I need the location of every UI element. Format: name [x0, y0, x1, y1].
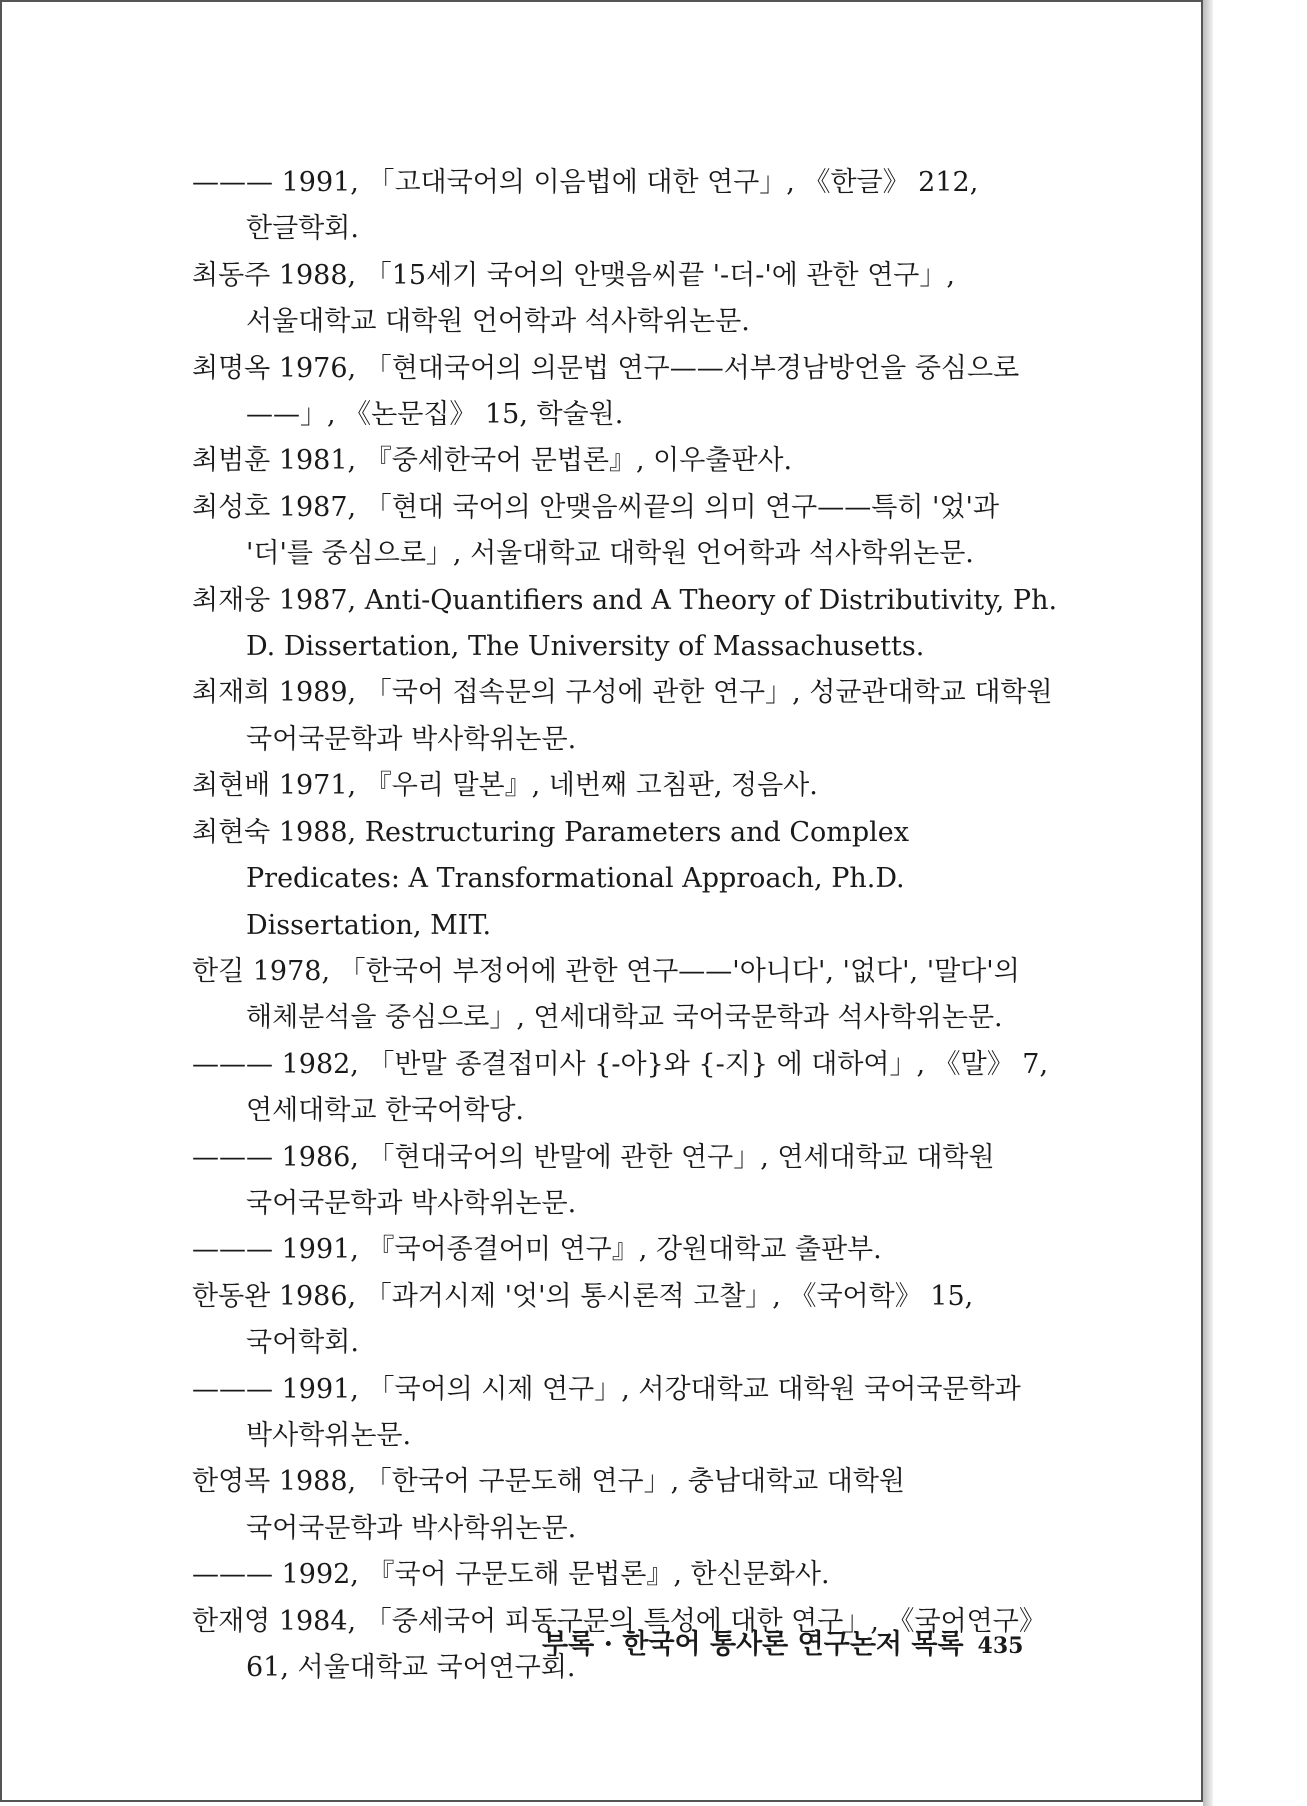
reference-entry: 최성호 1987, 「현대 국어의 안맺음씨끝의 의미 연구——특히 '었'과 '더'를 중심으로」, 서울대학교 대학원 언어학과 석사학위논문. [192, 491, 1000, 570]
reference-entry: 한동완 1986, 「과거시제 '엇'의 통시론적 고찰」, 《국어학》 15, 국어학회. [192, 1280, 974, 1359]
page-number: 435 [977, 1633, 1024, 1659]
reference-list [192, 160, 1062, 1691]
reference-entry: ——— 1992, 『국어 구문도해 문법론』, 한신문화사. [192, 1559, 830, 1591]
reference-entry: 최재희 1989, 「국어 접속문의 구성에 관한 연구」, 성균관대학교 대학원 국어국문학과 박사학위논문. [192, 677, 1053, 755]
reference-entry: 최현배 1971, 『우리 말본』, 네번째 고침판, 정음사. [192, 770, 818, 802]
reference-entry: 최현숙 1988, Restructuring Parameters and Complex Predicates: A Transformational Approach, Ph.D. Dissertation, MIT. [192, 816, 909, 941]
reference-entry: 한영목 1988, 「한국어 구문도해 연구」, 충남대학교 대학원 국어국문학과 박사학위논문. [192, 1466, 906, 1544]
reference-entry: 최재웅 1987, Anti-Quantifiers and A Theory of Distributivity, Ph. D. Dissertation, The University of Massachusetts. [192, 584, 1058, 663]
page-footer [542, 1622, 1062, 1669]
running-title: 부록 · 한국어 통사론 연구논저 목록 [542, 1629, 964, 1660]
reference-entry: 한길 1978, 「한국어 부정어에 관한 연구——'아니다', '없다', '말다'의 해체분석을 중심으로」, 연세대학교 국어국문학과 석사학위논문. [192, 955, 1020, 1034]
reference-entry: ——— 1991, 「국어의 시제 연구」, 서강대학교 대학원 국어국문학과 박사학위논문. [192, 1373, 1021, 1451]
reference-entry: ——— 1982, 「반말 종결접미사 {-아}와 {-지} 에 대하여」, 《말》 7, 연세대학교 한국어학당. [192, 1048, 1049, 1127]
reference-entry: 최범훈 1981, 『중세한국어 문법론』, 이우출판사. [192, 445, 793, 477]
page-edge-shadow [1203, 0, 1213, 1806]
reference-entry: ——— 1986, 「현대국어의 반말에 관한 연구」, 연세대학교 대학원 국어국문학과 박사학위논문. [192, 1141, 995, 1219]
reference-entry: 최명옥 1976, 「현대국어의 의문법 연구——서부경남방언을 중심으로——」, 《논문집》 15, 학술원. [192, 352, 1020, 431]
reference-entry: ——— 1991, 「고대국어의 이음법에 대한 연구」, 《한글》 212, 한글학회. [192, 167, 979, 245]
reference-entry: ——— 1991, 『국어종결어미 연구』, 강원대학교 출판부. [192, 1234, 882, 1266]
reference-entry: 최동주 1988, 「15세기 국어의 안맺음씨끝 '-더-'에 관한 연구」, 서울대학교 대학원 언어학과 석사학위논문. [192, 259, 955, 338]
reference-entry: 한재영 1984, 「중세국어 피동구문의 특성에 대한 연구」, 《국어연구》 61, 서울대학교 국어연구회. [192, 1605, 1046, 1683]
